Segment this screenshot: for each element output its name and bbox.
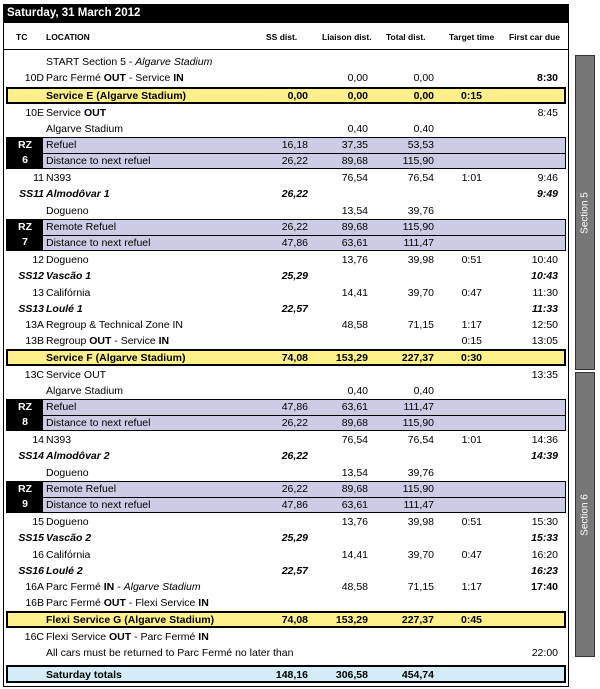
liaison-dist: 76,54: [341, 172, 368, 184]
ss-dist: 26,22: [281, 221, 308, 233]
tc-code: 15: [32, 516, 44, 528]
location: [46, 105, 106, 121]
col-target-time: Target time: [449, 32, 495, 42]
location-text: Regroup: [46, 335, 90, 347]
location: [46, 595, 209, 611]
location: Flexi Service G (Algarve Stadium): [46, 614, 215, 626]
table-row: [6, 383, 566, 399]
tc-code: 13A: [25, 319, 44, 331]
location: Algarve Stadium: [46, 385, 124, 397]
total-dist: 71,15: [407, 319, 434, 331]
first-car-due: 9:46: [537, 172, 558, 184]
location-text: - Parc Fermé: [131, 631, 199, 643]
location-text: Flexi Service: [46, 631, 110, 643]
target-time: 1:17: [461, 581, 482, 593]
totals-row: [6, 665, 566, 683]
total-dist: 227,37: [401, 352, 434, 364]
rz-code: RZ: [18, 401, 32, 413]
table-row: [6, 497, 566, 513]
table-row: [6, 645, 566, 661]
table-row: [6, 170, 566, 186]
total-dist: 0,00: [413, 72, 434, 84]
table-row: [6, 547, 566, 563]
rz-number: 7: [22, 236, 28, 248]
first-car-due: 9:49: [536, 188, 558, 200]
location-text: START Section 5 -: [46, 56, 136, 68]
total-dist: 0,00: [413, 90, 434, 102]
location: [46, 579, 201, 595]
first-car-due: 15:33: [531, 532, 558, 544]
stage-row: [6, 301, 566, 317]
location: Dogueno: [46, 467, 89, 479]
location: Service E (Algarve Stadium): [46, 90, 187, 102]
tc-code: 12: [32, 254, 44, 266]
location-bold: OUT: [103, 597, 126, 609]
liaison-dist: 153,29: [335, 614, 368, 626]
first-car-due: 8:30: [536, 72, 558, 84]
location: Service F (Algarve Stadium): [46, 352, 186, 364]
stage-row: [6, 530, 566, 546]
ss-dist: 74,08: [281, 352, 308, 364]
location: N393: [46, 172, 72, 184]
liaison-dist: 13,54: [341, 205, 368, 217]
refuel-zone-box: [6, 219, 566, 251]
section-label: Section 5: [579, 191, 591, 234]
total-dist: 0,40: [413, 123, 434, 135]
table-row: [6, 153, 566, 169]
total-dist: 227,37: [401, 614, 434, 626]
total-dist: 39,70: [407, 549, 434, 561]
liaison-dist: 76,54: [341, 434, 368, 446]
section-6-tab: [575, 372, 595, 657]
tc-code: 16B: [25, 597, 44, 609]
col-tc: TC: [16, 32, 28, 42]
table-row: [6, 105, 566, 121]
location: Dogueno: [46, 254, 89, 266]
first-car-due: 17:40: [531, 581, 558, 593]
stage-row: [6, 186, 566, 202]
liaison-dist: 63,61: [341, 401, 368, 413]
table-row: [6, 235, 566, 251]
location: Refuel: [46, 139, 77, 151]
ss-dist: 22,57: [281, 565, 308, 577]
location-text: - Service: [111, 335, 159, 347]
rz-number: 9: [22, 498, 28, 510]
target-time: 0:51: [461, 254, 482, 266]
location: N393: [46, 434, 72, 446]
liaison-dist: 63,61: [341, 237, 368, 249]
tc-code: 14: [32, 434, 44, 446]
location: Algarve Stadium: [46, 123, 124, 135]
table-row: [6, 415, 566, 431]
total-dist: 111,47: [403, 401, 434, 413]
ss-dist: 74,08: [281, 614, 308, 626]
total-dist: 111,47: [403, 237, 434, 249]
first-car-due: 12:50: [531, 319, 558, 331]
liaison-dist: 0,00: [347, 72, 368, 84]
ss-dist: 26,22: [281, 483, 308, 495]
target-time: 0:47: [461, 287, 482, 299]
total-dist: 39,70: [407, 287, 434, 299]
table-row: [6, 203, 566, 219]
liaison-dist: 306,58: [335, 669, 368, 681]
first-car-due: 11:30: [532, 287, 558, 299]
table-row: [6, 481, 566, 497]
ss-dist: 47,86: [281, 401, 308, 413]
location: Distance to next refuel: [46, 417, 151, 429]
first-car-due: 22:00: [531, 647, 558, 659]
table-row: [6, 137, 566, 153]
tc-code: 11: [33, 172, 44, 184]
location: Distance to next refuel: [46, 237, 151, 249]
total-dist: 111,47: [403, 499, 434, 511]
location: Service OUT: [46, 369, 107, 381]
table-row: [6, 595, 566, 611]
stage-row: [6, 268, 566, 284]
location-text: - Service: [125, 72, 174, 84]
ss-dist: 0,00: [287, 90, 308, 102]
location-text: Parc Fermé: [46, 581, 104, 593]
total-dist: 76,54: [407, 172, 434, 184]
ss-dist: 26,22: [281, 188, 308, 200]
location-bold: OUT: [89, 335, 112, 347]
liaison-dist: 63,61: [341, 499, 368, 511]
tc-code: SS15: [18, 532, 44, 544]
liaison-dist: 13,54: [341, 467, 368, 479]
table-row: [6, 465, 566, 481]
location: Almodôvar 2: [46, 450, 110, 462]
location: Remote Refuel: [46, 221, 117, 233]
tc-code: 13: [32, 287, 44, 299]
ss-dist: 26,22: [281, 450, 308, 462]
location: [46, 333, 169, 349]
table-header: [4, 23, 568, 50]
location: Almodôvar 1: [46, 188, 110, 200]
location-text: Service: [46, 107, 84, 119]
tc-code: SS16: [18, 565, 44, 577]
tc-code: SS12: [18, 270, 44, 282]
tc-code: SS14: [18, 450, 44, 462]
location: Loulé 1: [46, 303, 83, 315]
stage-row: [6, 563, 566, 579]
total-dist: 115,90: [402, 155, 434, 167]
service-row: [6, 611, 566, 628]
first-car-due: 8:45: [537, 107, 558, 119]
location-bold: IN: [198, 631, 209, 643]
first-car-due: 10:40: [531, 254, 558, 266]
rz-code: RZ: [18, 139, 32, 151]
location: Distance to next refuel: [46, 499, 151, 511]
tc-code: 10D: [24, 72, 44, 84]
rz-code: RZ: [18, 483, 32, 495]
first-car-due: 11:33: [531, 303, 558, 315]
location-bold: IN: [158, 335, 170, 347]
first-car-due: 13:35: [531, 369, 558, 381]
location-bold: IN: [103, 581, 115, 593]
location-text: -: [114, 581, 124, 593]
location: Califórnia: [46, 549, 91, 561]
liaison-dist: 48,58: [341, 319, 368, 331]
location-bold: OUT: [103, 72, 126, 84]
location: All cars must be returned to Parc Fermé no later than: [46, 647, 294, 659]
first-car-due: 13:05: [531, 335, 558, 347]
total-dist: 53,53: [407, 139, 434, 151]
target-time: 0:15: [460, 90, 482, 102]
liaison-dist: 153,29: [335, 352, 368, 364]
location: Refuel: [46, 401, 77, 413]
ss-dist: 47,86: [281, 237, 308, 249]
total-dist: 39,76: [407, 205, 434, 217]
tc-code: 13B: [25, 335, 44, 347]
total-dist: 115,90: [402, 417, 434, 429]
ss-dist: 25,29: [281, 532, 308, 544]
col-first-car-due: First car due: [509, 32, 561, 42]
liaison-dist: 13,76: [341, 516, 368, 528]
location-bold: IN: [198, 597, 209, 609]
table-row: [6, 285, 566, 301]
refuel-zone-box: [6, 137, 566, 169]
location: Dogueno: [46, 516, 89, 528]
table-row: [6, 432, 566, 448]
location-italic: Algarve Stadium: [135, 56, 213, 68]
liaison-dist: 89,68: [341, 417, 368, 429]
target-time: 0:15: [461, 335, 482, 347]
ss-dist: 26,22: [281, 155, 308, 167]
target-time: 0:51: [461, 516, 482, 528]
refuel-zone-box: [6, 481, 566, 513]
rz-code: RZ: [18, 221, 32, 233]
total-dist: 115,90: [402, 221, 434, 233]
tc-code: SS13: [18, 303, 44, 315]
tc-code: 10E: [25, 107, 44, 119]
stage-row: [6, 448, 566, 464]
first-car-due: 10:43: [531, 270, 558, 282]
target-time: 1:01: [461, 172, 482, 184]
table-row: [6, 579, 566, 595]
table-row: [6, 333, 566, 349]
target-time: 1:17: [461, 319, 482, 331]
col-ss-dist: SS dist.: [266, 32, 298, 42]
col-location: LOCATION: [46, 32, 90, 42]
tc-code: SS11: [19, 188, 44, 200]
liaison-dist: 13,76: [341, 254, 368, 266]
location-text: - Flexi Service: [125, 597, 199, 609]
first-car-due: 15:30: [531, 516, 558, 528]
table-row: [6, 70, 566, 86]
target-time: 0:30: [460, 352, 482, 364]
table-row: [6, 317, 566, 333]
table-row: [6, 514, 566, 530]
table-row: [6, 399, 566, 415]
liaison-dist: 89,68: [341, 221, 368, 233]
total-dist: 39,76: [407, 467, 434, 479]
table-row: [6, 121, 566, 137]
rz-number: 6: [22, 154, 28, 166]
total-dist: 39,98: [407, 254, 434, 266]
tc-code: 13C: [24, 369, 44, 381]
target-time: 0:45: [460, 614, 482, 626]
target-time: 0:47: [461, 549, 482, 561]
location-bold: OUT: [109, 631, 132, 643]
first-car-due: 16:20: [531, 549, 558, 561]
section-5-tab: [575, 55, 595, 370]
ss-dist: 148,16: [275, 669, 308, 681]
col-liaison-dist: Liaison dist.: [322, 32, 372, 42]
service-row: [6, 349, 566, 366]
target-time: 1:01: [461, 434, 482, 446]
itinerary-table: [3, 23, 569, 687]
total-dist: 76,54: [407, 434, 434, 446]
service-row: [6, 87, 566, 104]
ss-dist: 22,57: [281, 303, 308, 315]
table-row: [6, 367, 566, 383]
liaison-dist: 14,41: [341, 549, 368, 561]
total-dist: 39,98: [407, 516, 434, 528]
location: Loulé 2: [46, 565, 83, 577]
location-bold: OUT: [83, 107, 107, 119]
first-car-due: 14:36: [531, 434, 558, 446]
date-header: Saturday, 31 March 2012: [3, 4, 569, 23]
location: Saturday totals: [46, 669, 122, 681]
tc-code: 16C: [24, 631, 44, 643]
location: Regroup & Technical Zone IN: [46, 319, 183, 331]
total-dist: 0,40: [413, 385, 434, 397]
section-label: Section 6: [579, 493, 591, 536]
ss-dist: 25,29: [281, 270, 308, 282]
liaison-dist: 14,41: [341, 287, 368, 299]
table-row: [6, 252, 566, 268]
ss-dist: 16,18: [281, 139, 308, 151]
location: Distance to next refuel: [46, 155, 151, 167]
location: Remote Refuel: [46, 483, 117, 495]
location: Vascão 2: [46, 532, 92, 544]
location-text: Parc Fermé: [46, 597, 104, 609]
tc-code: 16A: [25, 581, 44, 593]
first-car-due: 14:39: [531, 450, 558, 462]
table-row: [6, 629, 566, 645]
liaison-dist: 0,40: [347, 123, 368, 135]
total-dist: 115,90: [402, 483, 434, 495]
ss-dist: 26,22: [281, 417, 308, 429]
location: Dogueno: [46, 205, 89, 217]
total-dist: 454,74: [401, 669, 434, 681]
location: [46, 70, 184, 86]
liaison-dist: 48,58: [341, 581, 368, 593]
rz-number: 8: [22, 416, 28, 428]
liaison-dist: 0,40: [347, 385, 368, 397]
ss-dist: 47,86: [281, 499, 308, 511]
table-row: [6, 54, 566, 70]
location: Vascão 1: [46, 270, 92, 282]
liaison-dist: 89,68: [341, 483, 368, 495]
location-italic: Algarve Stadium: [123, 581, 201, 593]
refuel-zone-box: [6, 399, 566, 431]
location-text: Parc Fermé: [46, 72, 104, 84]
tc-code: 16: [32, 549, 44, 561]
location: [46, 629, 209, 645]
col-total-dist: Total dist.: [386, 32, 426, 42]
total-dist: 71,15: [407, 581, 434, 593]
location: [46, 54, 212, 70]
location-bold: IN: [173, 72, 184, 84]
table-row: [6, 219, 566, 235]
first-car-due: 16:23: [531, 565, 558, 577]
liaison-dist: 89,68: [341, 155, 368, 167]
liaison-dist: 0,00: [347, 90, 368, 102]
liaison-dist: 37,35: [341, 139, 368, 151]
location: Califórnia: [46, 287, 91, 299]
